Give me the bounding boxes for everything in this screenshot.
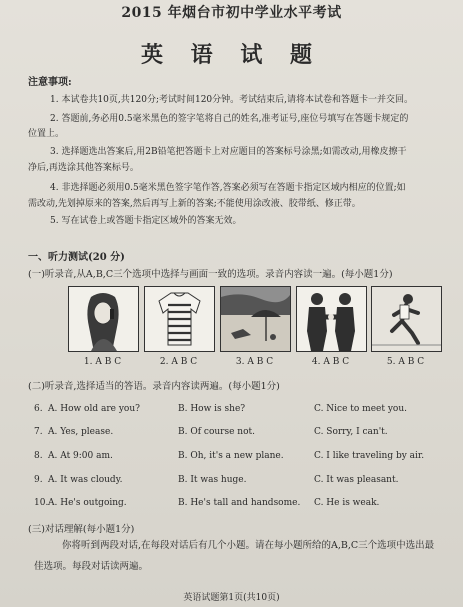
- question-row: [34, 475, 444, 489]
- page-footer: 英语试题第1页(共10页): [183, 593, 280, 603]
- runner-icon: [372, 287, 441, 351]
- notes-title: 注意事项:: [28, 77, 72, 88]
- beach-umbrella-icon: [221, 287, 290, 351]
- exam-header: 2015 年烟台市初中学业水平考试: [121, 5, 342, 21]
- picture-labels: [68, 357, 440, 371]
- option-b: B. It was huge.: [178, 475, 247, 485]
- note-3: 3. 选择题选出答案后,用2B铅笔把答题卡上对应题目的答案标号涂黑;如需改动,用橡皮擦干: [50, 147, 407, 157]
- option-c: C. I like traveling by air.: [314, 451, 425, 461]
- picture-4-label: 4. A B C: [311, 357, 350, 367]
- option-a: A. At 9:00 am.: [48, 451, 113, 461]
- part3-text-line2: 佳选项。每段对话读两遍。: [34, 561, 149, 572]
- picture-row: [68, 286, 440, 352]
- question-number: 10.: [34, 498, 49, 508]
- option-a: A. How old are you?: [48, 404, 140, 414]
- note-2: 2. 答题前,务必用0.5毫米黑色的签字笔将自己的姓名,准考证号,座位号填写在答题卡规定的: [50, 114, 409, 124]
- note-4-cont: 需改动,先划掉原来的答案,然后再写上新的答案;不能使用涂改液、胶带纸、修正带。: [28, 199, 361, 209]
- picture-2: [144, 286, 215, 352]
- picture-1-label: 1. A B C: [83, 357, 122, 367]
- picture-2-label: 2. A B C: [159, 357, 198, 367]
- part1-instruction: (一)听录音,从A,B,C三个选项中选择与画面一致的选项。录音内容读一遍。(每小题1分): [28, 269, 393, 280]
- question-number: 6.: [34, 404, 43, 414]
- question-row: [34, 404, 444, 418]
- note-4: 4. 非选择题必须用0.5毫米黑色签字笔作答,答案必须写在答题卡指定区域内相应的位置;如: [50, 183, 406, 193]
- section-listening-title: 一、听力测试(20 分): [28, 252, 125, 263]
- note-1: 1. 本试卷共10页,共120分;考试时间120分钟。考试结束后,请将本试卷和答题卡一并交回。: [50, 95, 414, 105]
- option-a: A. Yes, please.: [48, 427, 114, 437]
- option-b: B. He's tall and handsome.: [178, 498, 301, 508]
- question-row: [34, 498, 444, 512]
- option-b: B. Oh, it's a new plane.: [178, 451, 284, 461]
- question-row: [34, 427, 444, 441]
- option-b: B. How is she?: [178, 404, 246, 414]
- question-number: 9.: [34, 475, 43, 485]
- part2-instruction: (二)听录音,选择适当的答语。录音内容读两遍。(每小题1分): [28, 381, 280, 392]
- option-a: A. It was cloudy.: [48, 475, 123, 485]
- option-c: C. Sorry, I can't.: [314, 427, 388, 437]
- note-2-cont: 位置上。: [28, 129, 65, 139]
- picture-5: [371, 286, 442, 352]
- option-c: C. He is weak.: [314, 498, 380, 508]
- picture-4: [296, 286, 367, 352]
- picture-5-label: 5. A B C: [386, 357, 425, 367]
- question-number: 8.: [34, 451, 43, 461]
- option-a: A. He's outgoing.: [48, 498, 127, 508]
- note-3-cont: 净后,再选涂其他答案标号。: [28, 163, 139, 173]
- note-5: 5. 写在试卷上或答题卡指定区域外的答案无效。: [50, 216, 242, 226]
- option-b: B. Of course not.: [178, 427, 255, 437]
- question-row: [34, 451, 444, 465]
- striped-shirt-icon: [145, 287, 214, 351]
- question-number: 7.: [34, 427, 43, 437]
- part3-text-line1: 你将听到两段对话,在每段对话后有几个小题。请在每小题所给的A,B,C三个选项中选出最: [62, 540, 435, 551]
- picture-1: [68, 286, 139, 352]
- picture-3-label: 3. A B C: [235, 357, 274, 367]
- option-c: C. Nice to meet you.: [314, 404, 407, 414]
- girl-on-phone-icon: [69, 287, 138, 351]
- handshake-icon: [297, 287, 366, 351]
- part3-title: (三)对话理解(每小题1分): [28, 524, 135, 535]
- option-c: C. It was pleasant.: [314, 475, 399, 485]
- picture-3: [220, 286, 291, 352]
- exam-title: 英 语 试 题: [141, 42, 322, 68]
